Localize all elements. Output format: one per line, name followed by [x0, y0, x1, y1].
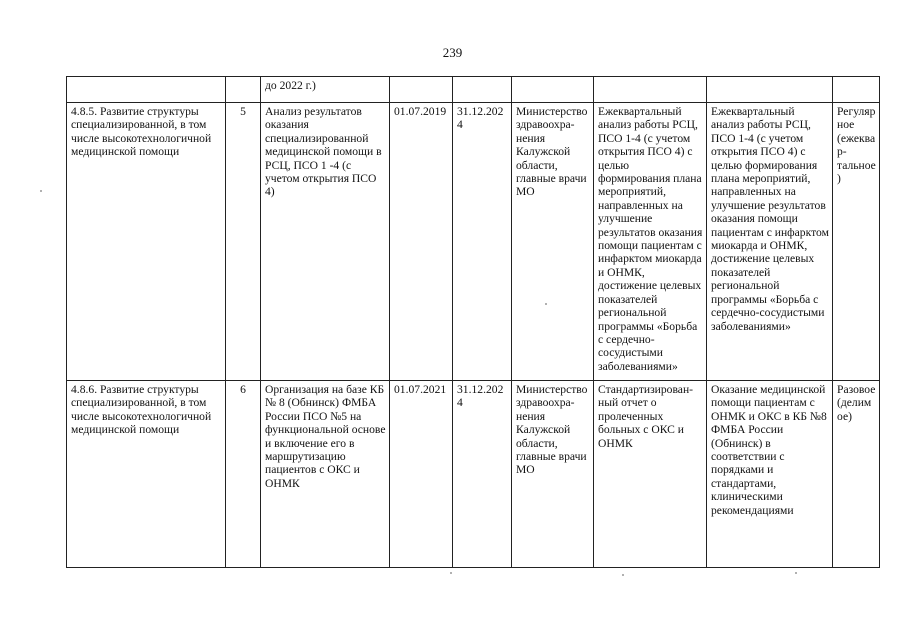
scan-speck [450, 572, 452, 574]
cell-executor: Министерство здравоохра-нения Калужской области, главные врачи МО [512, 381, 594, 568]
table-row-continuation [67, 77, 880, 103]
cell-code: 4.8.5. Развитие структуры специализированной, в том числе высокотехнологичной медицинской помощи [67, 103, 226, 381]
cell-result: Стандартизирован-ный отчет о пролеченных больных с ОКС и ОНМК [594, 381, 707, 568]
cell-result: Ежеквартальный анализ работы РСЦ, ПСО 1-4 (с учетом открытия ПСО 4) с целью формирования плана мероприятий, направленных на улучшение результатов оказания помощи пациентам с инфарктом миокарда и ОНМК, достижение целевых показателей региональной программы «Борьба с сердечно-сосудистыми заболеваниями» [594, 103, 707, 381]
measures-table [66, 76, 880, 568]
table-row [67, 103, 880, 381]
cell-action: Организация на базе КБ № 8 (Обнинск) ФМБА России ПСО №5 на функциональной основе и включение его в маршрутизацию пациентов с ОКС и ОНМК [261, 381, 390, 568]
cell-end-date: 31.12.2024 [453, 381, 512, 568]
cell-empty [67, 77, 226, 103]
cell-start-date: 01.07.2019 [390, 103, 453, 381]
cell-action: Анализ результатов оказания специализированной медицинской помощи в РСЦ, ПСО 1 -4 (с учетом открытия ПСО 4) [261, 103, 390, 381]
cell-number: 6 [226, 381, 261, 568]
cell-effect: Ежеквартальный анализ работы РСЦ, ПСО 1-4 (с учетом открытия ПСО 4) с целью формирования плана мероприятий, направленных на улучшение результатов оказания помощи пациентам с инфарктом миокарда и ОНМК, достижение целевых показателей региональной программы «Борьба с сердечно-сосудистыми заболеваниями» [707, 103, 833, 381]
scan-speck [795, 572, 797, 574]
cell-empty [707, 77, 833, 103]
cell-code: 4.8.6. Развитие структуры специализированной, в том числе высокотехнологичной медицинской помощи [67, 381, 226, 568]
cell-empty [594, 77, 707, 103]
cell-number: 5 [226, 103, 261, 381]
page-number: 239 [442, 45, 463, 60]
cell-effect: Оказание медицинской помощи пациентам с ОНМК и ОКС в КБ №8 ФМБА России (Обнинск) в соответствии с порядками и стандартами, клиническими рекомендациями [707, 381, 833, 568]
cell-start-date: 01.07.2021 [390, 381, 453, 568]
table-row [67, 381, 880, 568]
cell-empty [226, 77, 261, 103]
cell-executor: Министерство здравоохра-нения Калужской области, главные врачи МО [512, 103, 594, 381]
cell-empty [453, 77, 512, 103]
cell-end-date: 31.12.2024 [453, 103, 512, 381]
scan-speck [40, 190, 42, 192]
cell-empty [390, 77, 453, 103]
scan-speck [545, 303, 547, 305]
cell-action-continuation: до 2022 г.) [261, 77, 390, 103]
scan-speck [622, 574, 624, 576]
cell-empty [512, 77, 594, 103]
cell-empty [833, 77, 880, 103]
cell-frequency: Разовое (делимое) [833, 381, 880, 568]
cell-frequency: Регулярное (ежеквар-тальное) [833, 103, 880, 381]
